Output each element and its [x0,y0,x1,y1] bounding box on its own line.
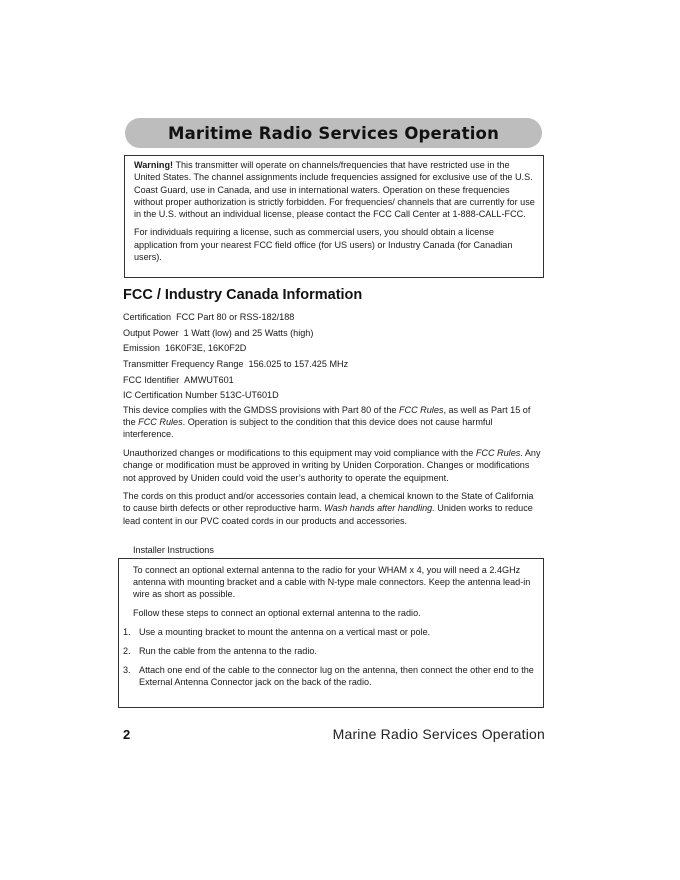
spec-row-frequency-range [123,358,543,374]
antenna-intro: To connect an optional external antenna to the radio for your WHAM x 4, you will need a 2.4GHz antenna with mounting bracket and a cable with N-type male connectors. Keep the antenna lead-in wire as short as possible. [133,565,531,600]
section-title-banner [125,118,542,148]
step-text: Attach one end of the cable to the connector lug on the antenna, then connect the other end to the External Antenna Connector jack on the back of the radio. [139,665,534,688]
list-item [123,664,543,688]
installer-instructions-label: Installer Instructions [133,545,214,555]
follow-steps-text: Follow these steps to connect an optional external antenna to the radio. [133,608,421,618]
spec-label: Certification [123,312,172,322]
lead-warning-paragraph: The cords on this product and/or accessories contain lead, a chemical known to the State of California to cause birth defects or other reproductive harm. Wash hands after handling. Uniden works to reduce lead content in our PVC coated cords in our products and accessories. [123,491,534,526]
step-text: Use a mounting bracket to mount the antenna on a vertical mast or pole. [139,627,431,637]
step-number: 2. [123,646,131,656]
spec-label: FCC Identifier [123,374,180,385]
spec-row-fcc-identifier [123,374,543,390]
spec-value: 16K0F3E, 16K0F2D [164,343,247,354]
spec-value: 156.025 to 157.425 MHz [248,359,349,370]
spec-value: FCC Part 80 or RSS-182/188 [176,312,295,322]
spec-value: 1 Watt (low) and 25 Watts (high) [183,327,314,338]
step-number: 1. [123,627,131,637]
warning-box [124,155,544,278]
spec-row-ic-certification [123,389,543,405]
section-title: Maritime Radio Services Operation [167,123,500,143]
modifications-paragraph: Unauthorized changes or modifications to this equipment may void compliance with the FCC Rules. Any change or modification must be approved in writing by Uniden Corporation. Changes or modifications not approved by Uniden could void the user’s authority to operate the equipment. [123,448,541,483]
footer-section-title: Marine Radio Services Operation [332,726,545,742]
spec-value: 513C-UT601D [220,390,279,401]
installer-instructions-box [118,558,544,708]
list-item [123,626,543,638]
fcc-heading: FCC / Industry Canada Information [123,287,363,303]
spec-label: Transmitter Frequency Range [123,359,244,370]
spec-row-output-power [123,327,543,343]
step-number: 3. [123,665,131,675]
step-text: Run the cable from the antenna to the radio. [139,646,317,656]
spec-row-certification [123,311,543,327]
compliance-text [123,404,543,533]
license-paragraph: For individuals requiring a license, such as commercial users, you should obtain a license application from your nearest FCC field office (for US users) or Industry Canada (for Canadian users). [134,227,513,263]
list-item [123,645,543,657]
spec-list [123,311,543,405]
warning-label: Warning! [134,160,174,170]
gmdss-paragraph: This device complies with the GMDSS provisions with Part 80 of the FCC Rules, as well as Part 15 of the FCC Rules. Operation is subject to the condition that this device does not cause harmful interference. [123,405,531,440]
spec-label: Emission [123,343,160,354]
spec-label: IC Certification Number [123,390,218,401]
spec-label: Output Power [123,327,179,338]
spec-row-emission [123,342,543,358]
warning-paragraph [134,159,535,220]
warning-text: This transmitter will operate on channels/frequencies that have restricted use in the United States. The channel assignments include frequencies assigned for exclusive use of the U.S. Coast Guard, use in Canada, and use in international waters. Operation on these frequencies without proper authorization is strictly forbidden. For frequencies/ channels that are currently for use in the U.S. without an individual license, please contact the FCC Call Center at 1-888-CALL-FCC. [134,160,535,220]
page-number: 2 [123,727,131,742]
spec-value: AMWUT601 [184,374,234,385]
